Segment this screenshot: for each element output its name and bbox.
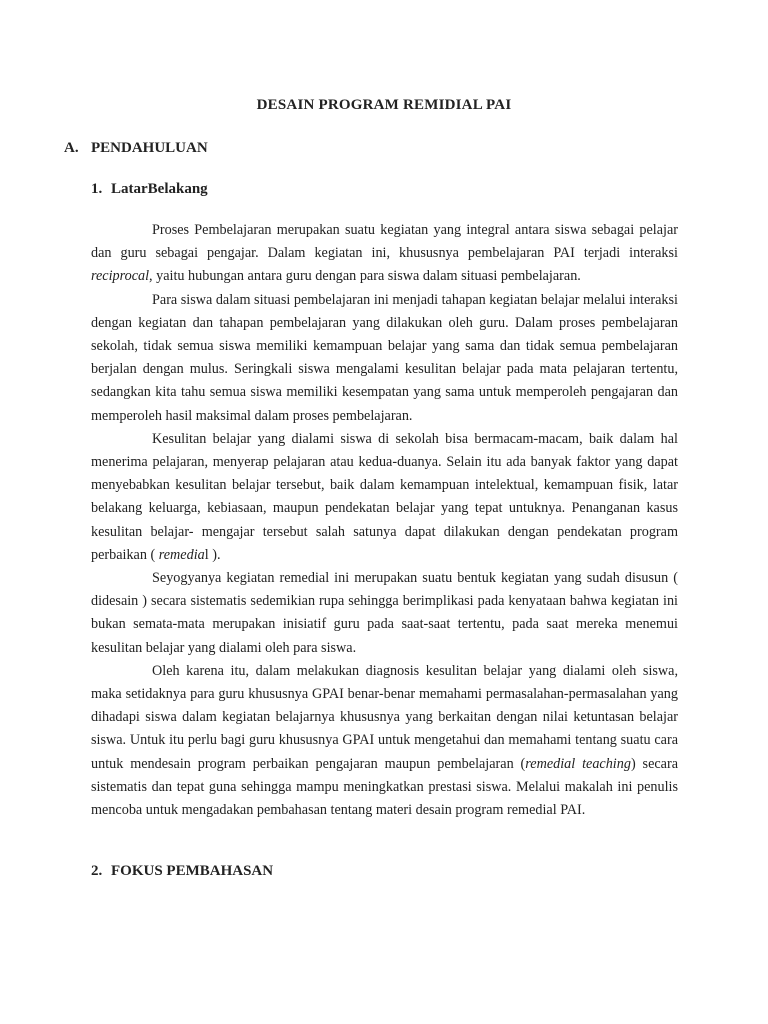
paragraph-text: ) secara sistematis dan tepat guna sehingga mampu meningkatkan prestasi siswa. Melalui makalah ini penulis mencoba untuk mengadakan pembahasan tentang materi desain program remedial PAI. (91, 755, 678, 819)
paragraph-text: Proses Pembelajaran merupakan suatu kegiatan yang integral antara siswa sebagai pelajar dan guru sebagai pengajar. Dalam kegiatan ini, khususnya pembelajaran PAI terjadi interaksi (91, 222, 678, 262)
paragraph-5 (91, 660, 678, 822)
paragraph-text: l ). (204, 546, 221, 563)
paragraph-text: Oleh karena itu, dalam melakukan diagnosis kesulitan belajar yang dialami oleh siswa, maka setidaknya para guru khususnya GPAI benar-benar memahami permasalahan-permasalahan yang dihadapi siswa dalam kegiatan belajarnya khususnya yang berkaitan dengan nilai ketuntasan belajar siswa. Untuk itu perlu bagi guru khususnya GPAI untuk mengetahui dan memahami tentang suatu cara untuk mendesain program perbaikan pengajaran maupun pembelajaran ( (91, 662, 678, 772)
subsection-label: FOKUS PEMBAHASAN (111, 863, 274, 879)
paragraph-3 (91, 428, 678, 567)
italic-term: reciprocal (91, 268, 150, 285)
subsection-number: 2. (91, 863, 103, 879)
body-text (91, 219, 678, 822)
subsection-number: 1. (91, 181, 103, 197)
italic-term: remedia (158, 546, 205, 563)
subsection-heading-fokus-pembahasan (91, 863, 273, 880)
section-number: A. (64, 140, 79, 156)
paragraph-text: Kesulitan belajar yang dialami siswa di sekolah bisa bermacam-macam, baik dalam hal menerima pelajaran, menyerap pelajaran atau kedua-duanya. Selain itu ada banyak faktor yang dapat menyebabkan kesulitan belajar tersebut, baik dalam kemampuan intelektual, kemampuan fisik, latar belakang keluarga, kebiasaan, maupun pendekatan belajar yang tepat untuknya. Penanganan kasus kesulitan belajar- mengajar tersebut salah satunya dapat dilakukan dengan pendekatan program perbaikan ( (91, 430, 678, 563)
paragraph-4: Seyogyanya kegiatan remedial ini merupakan suatu bentuk kegiatan yang sudah disusun ( didesain ) secara sistematis sedemikian rupa sehingga berimplikasi pada kenyataan bahwa kegiatan ini bukan semata-mata merupakan inisiatif guru pada saat-saat tertentu, pada saat mereka menemui kesulitan belajar yang dialami oleh para siswa. (91, 570, 678, 656)
paragraph-1 (91, 219, 678, 289)
paragraph-text: , yaitu hubungan antara guru dengan para siswa dalam situasi pembelajaran. (149, 268, 581, 285)
document-title: DESAIN PROGRAM REMIDIAL PAI (256, 97, 512, 113)
section-label: PENDAHULUAN (91, 140, 208, 156)
section-heading-pendahuluan (64, 140, 208, 157)
subsection-heading-latar-belakang (91, 181, 208, 198)
subsection-label: LatarBelakang (111, 181, 208, 197)
paragraph-2: Para siswa dalam situasi pembelajaran ini menjadi tahapan kegiatan belajar melalui interaksi dengan kegiatan dan tahapan pembelajaran yang dilakukan oleh guru. Dalam proses pembelajaran sekolah, tidak semua siswa memiliki kemampuan belajar yang sama dan tidak semua pembelajaran berjalan dengan mulus. Seringkali siswa mengalami kesulitan belajar pada mata pelajaran tertentu, sedangkan kita tahu semua siswa memiliki kesempatan yang sama untuk memperoleh pengajaran dan memperoleh hasil maksimal dalam proses pembelajaran. (91, 291, 678, 424)
italic-term: remedial teaching (525, 755, 631, 772)
